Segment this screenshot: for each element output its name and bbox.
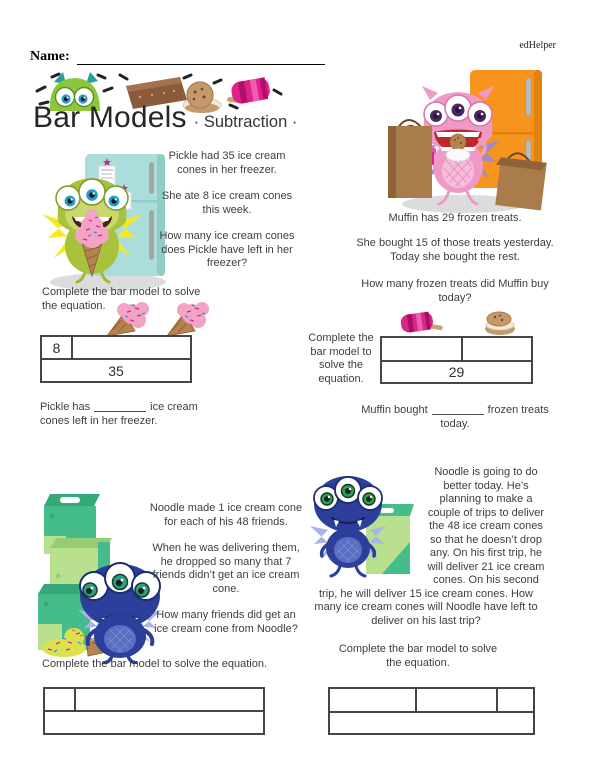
- p1-bar-top-row: [40, 335, 192, 358]
- p2-story2: She bought 15 of those treats yesterday. Today she bought the rest.: [356, 237, 554, 263]
- subtitle-text: · Subtraction ·: [193, 113, 298, 131]
- brand-text: edHelper: [519, 40, 556, 51]
- p2-answer-prefix: Muffin bought: [361, 404, 428, 416]
- p3-bar-bottom-row: [43, 710, 265, 735]
- p4-bar-part2-cell: [417, 689, 498, 711]
- p3-question: How many friends did get an ice cream cone from Noodle?: [154, 609, 298, 635]
- p1-question: How many ice cream cones does Pickle have left in her freezer?: [159, 230, 295, 269]
- p2-sandwich-icon: [482, 309, 518, 336]
- p2-question: How many frozen treats did Muffin buy today?: [361, 278, 549, 304]
- p1-bar-total-cell: 35: [108, 362, 124, 379]
- p3-bar-model: [43, 687, 265, 735]
- p3-bar-total-cell: [45, 712, 263, 733]
- p1-text: [153, 150, 301, 284]
- p3-text: [148, 502, 304, 649]
- p4-text: [306, 466, 546, 628]
- p2-bar-model: [380, 336, 533, 384]
- p3-bar-part1-cell: [45, 689, 76, 710]
- p3-instruction: Complete the bar model to solve the equation.: [42, 658, 268, 670]
- p1-story1: Pickle had 35 ice cream cones in her freezer.: [168, 150, 286, 176]
- name-label: Name:: [30, 49, 70, 64]
- p3-bar-top-row: [43, 687, 265, 710]
- p1-answer-blank: [94, 401, 146, 412]
- p1-bar-model: [40, 335, 192, 383]
- p2-answer-blank: [432, 404, 484, 415]
- p4-bar-part1-cell: [330, 689, 417, 711]
- p4-bar-model: [328, 687, 535, 735]
- p3-bar-part2-cell: [76, 689, 263, 710]
- muffin-and-fridge-illustration: [372, 66, 557, 216]
- p4-instruction: Complete the bar model to solve the equation.: [338, 643, 498, 669]
- p3-story1: Noodle made 1 ice cream cone for each of his 48 friends.: [149, 502, 303, 528]
- name-blank-line: [77, 50, 325, 65]
- p4-bar-top-row: [328, 687, 535, 711]
- p2-bar-bottom-row: [380, 360, 533, 384]
- p4-story: Noodle is going to do better today. He’s planning to make a couple of trips to deliver the 48 ice cream cones so that he doesn’t drop any. On his first trip, he will deliver 21 ice cream cones. On his second trip, he will deliver 15 ice cream cones. How many ice cream cones will Noodle have left to deliver on his last trip?: [314, 466, 545, 627]
- p4-bar-bottom-row: [328, 711, 535, 735]
- p2-bar-part2-cell: [463, 338, 531, 360]
- name-row: [30, 49, 325, 65]
- p2-bar-top-row: [380, 336, 533, 360]
- noodle-sad-and-boxes-illustration: [32, 484, 162, 664]
- noodle-happy-and-box-illustration: [306, 470, 418, 580]
- p1-bar-unknown-cell: [73, 337, 190, 358]
- p2-bar-part1-cell: [382, 338, 463, 360]
- p1-story2: She ate 8 ice cream cones this week.: [161, 190, 293, 216]
- p2-bar-total-cell: 29: [448, 364, 465, 380]
- p2-answer-suffix: frozen treats today.: [440, 404, 549, 430]
- p2-instruction: Complete the bar model to solve the equation.: [308, 332, 374, 385]
- p2-popsicle-icon: [399, 309, 445, 337]
- p1-bar-part-cell: 8: [42, 337, 73, 358]
- worksheet-title: [33, 101, 297, 135]
- p1-answer-sentence: [40, 401, 230, 428]
- p2-answer-sentence: [355, 404, 555, 431]
- p2-story1: Muffin has 29 frozen treats.: [388, 212, 522, 224]
- p4-bar-total-cell: [330, 713, 533, 733]
- p3-story2: When he was delivering them, he dropped so many that 7 friends didn’t get an ice cream cone.: [152, 542, 300, 595]
- shopping-bag-left-icon: [388, 120, 432, 198]
- p1-cones-icon: [105, 300, 217, 340]
- title-text: Bar Models: [33, 101, 187, 134]
- p1-answer-prefix: Pickle has: [40, 401, 91, 413]
- p1-bar-bottom-row: [40, 358, 192, 383]
- p1-answer-suffix: ice cream cones left in her freezer.: [40, 401, 198, 427]
- p1-instruction: Complete the bar model to solve the equation.: [42, 286, 201, 312]
- p4-bar-part3-cell: [498, 689, 533, 711]
